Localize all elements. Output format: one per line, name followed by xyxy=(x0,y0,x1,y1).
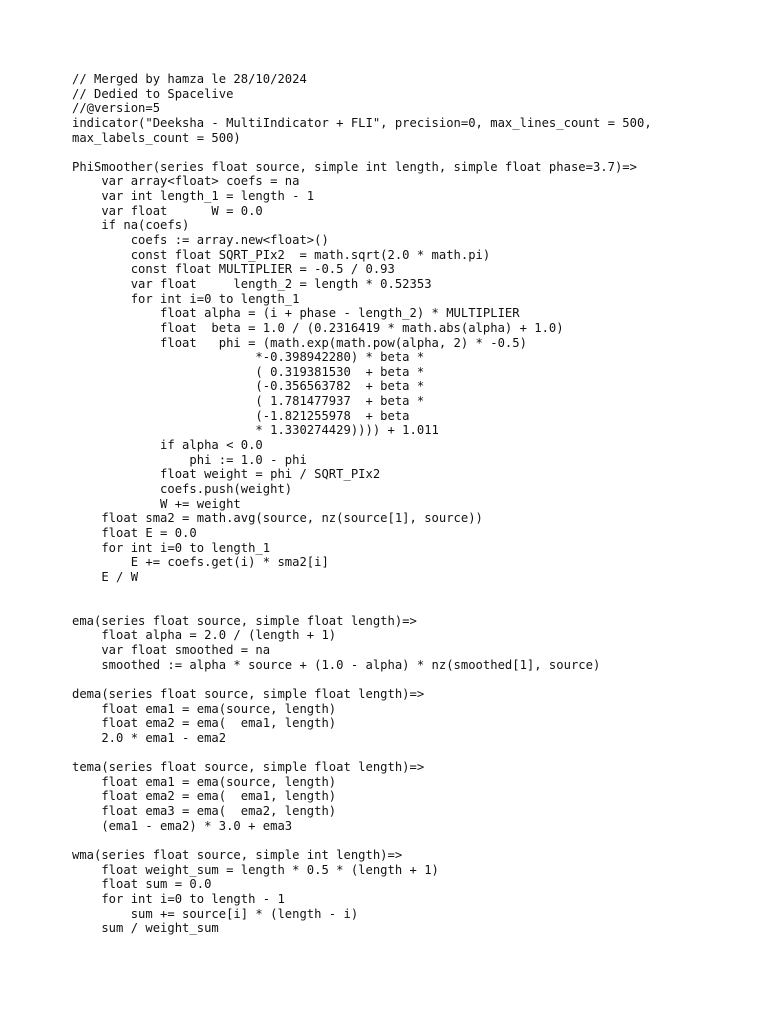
code-line: (-1.821255978 + beta xyxy=(72,408,410,423)
code-line: float ema3 = ema( ema2, length) xyxy=(72,804,337,819)
code-line: coefs := array.new<float>() xyxy=(72,233,329,248)
code-line xyxy=(72,599,752,614)
code-line xyxy=(72,145,752,160)
code-line: max_labels_count = 500) xyxy=(72,130,241,145)
code-line: tema(series float source, simple float length)=> xyxy=(72,760,425,775)
code-line: float ema2 = ema( ema1, length) xyxy=(72,789,337,804)
code-line: var float smoothed = na xyxy=(72,642,271,657)
code-line: float ema2 = ema( ema1, length) xyxy=(72,716,337,731)
code-line: const float SQRT_PIx2 = math.sqrt(2.0 * math.pi) xyxy=(72,247,491,262)
code-line: ema(series float source, simple float length)=> xyxy=(72,613,417,628)
code-line: coefs.push(weight) xyxy=(72,481,293,496)
code-line: var array<float> coefs = na xyxy=(72,174,300,189)
code-line: (ema1 - ema2) * 3.0 + ema3 xyxy=(72,818,293,833)
code-line: float beta = 1.0 / (0.2316419 * math.abs(alpha) + 1.0) xyxy=(72,320,564,335)
code-line: float sma2 = math.avg(source, nz(source[1], source)) xyxy=(72,511,483,526)
code-line: //@version=5 xyxy=(72,101,161,116)
code-line: float sum = 0.0 xyxy=(72,877,212,892)
code-line: ( 1.781477937 + beta * xyxy=(72,394,425,409)
code-line: 2.0 * ema1 - ema2 xyxy=(72,730,227,745)
code-line: (-0.356563782 + beta * xyxy=(72,379,425,394)
code-line: W += weight xyxy=(72,496,241,511)
code-line: float alpha = 2.0 / (length + 1) xyxy=(72,628,337,643)
code-line: phi := 1.0 - phi xyxy=(72,452,307,467)
code-line: float ema1 = ema(source, length) xyxy=(72,774,337,789)
code-line xyxy=(72,745,752,760)
code-line xyxy=(72,584,752,599)
code-line: dema(series float source, simple float length)=> xyxy=(72,686,425,701)
code-line: var int length_1 = length - 1 xyxy=(72,189,315,204)
code-line: var float W = 0.0 xyxy=(72,203,263,218)
code-line: // Dedied to Spacelive xyxy=(72,86,234,101)
code-line: float weight_sum = length * 0.5 * (length + 1) xyxy=(72,862,439,877)
code-line xyxy=(72,833,752,848)
code-line: wma(series float source, simple int length)=> xyxy=(72,847,403,862)
code-line: var float length_2 = length * 0.52353 xyxy=(72,276,432,291)
code-line: float E = 0.0 xyxy=(72,525,197,540)
code-line: * 1.330274429)))) + 1.011 xyxy=(72,423,439,438)
code-line: *-0.398942280) * beta * xyxy=(72,350,425,365)
code-line: const float MULTIPLIER = -0.5 / 0.93 xyxy=(72,262,395,277)
code-line: for int i=0 to length - 1 xyxy=(72,891,285,906)
code-line: indicator("Deeksha - MultiIndicator + FLI", precision=0, max_lines_count = 500, xyxy=(72,115,652,130)
code-line: sum / weight_sum xyxy=(72,921,219,936)
code-line: E / W xyxy=(72,569,139,584)
code-line: // Merged by hamza le 28/10/2024 xyxy=(72,72,307,86)
code-line: ( 0.319381530 + beta * xyxy=(72,364,425,379)
code-line: E += coefs.get(i) * sma2[i] xyxy=(72,555,329,570)
code-line: for int i=0 to length_1 xyxy=(72,540,271,555)
code-line: float phi = (math.exp(math.pow(alpha, 2) * -0.5) xyxy=(72,335,527,350)
code-line: float weight = phi / SQRT_PIx2 xyxy=(72,467,381,482)
code-line xyxy=(72,672,752,687)
code-line: PhiSmoother(series float source, simple int length, simple float phase=3.7)=> xyxy=(72,159,637,174)
code-line: float ema1 = ema(source, length) xyxy=(72,701,337,716)
code-line: sum += source[i] * (length - i) xyxy=(72,906,359,921)
code-line: for int i=0 to length_1 xyxy=(72,291,300,306)
code-line: float alpha = (i + phase - length_2) * MULTIPLIER xyxy=(72,306,520,321)
code-line: if alpha < 0.0 xyxy=(72,438,263,453)
code-line: smoothed := alpha * source + (1.0 - alpha) * nz(smoothed[1], source) xyxy=(72,657,601,672)
code-listing xyxy=(72,72,752,936)
code-line: if na(coefs) xyxy=(72,218,190,233)
